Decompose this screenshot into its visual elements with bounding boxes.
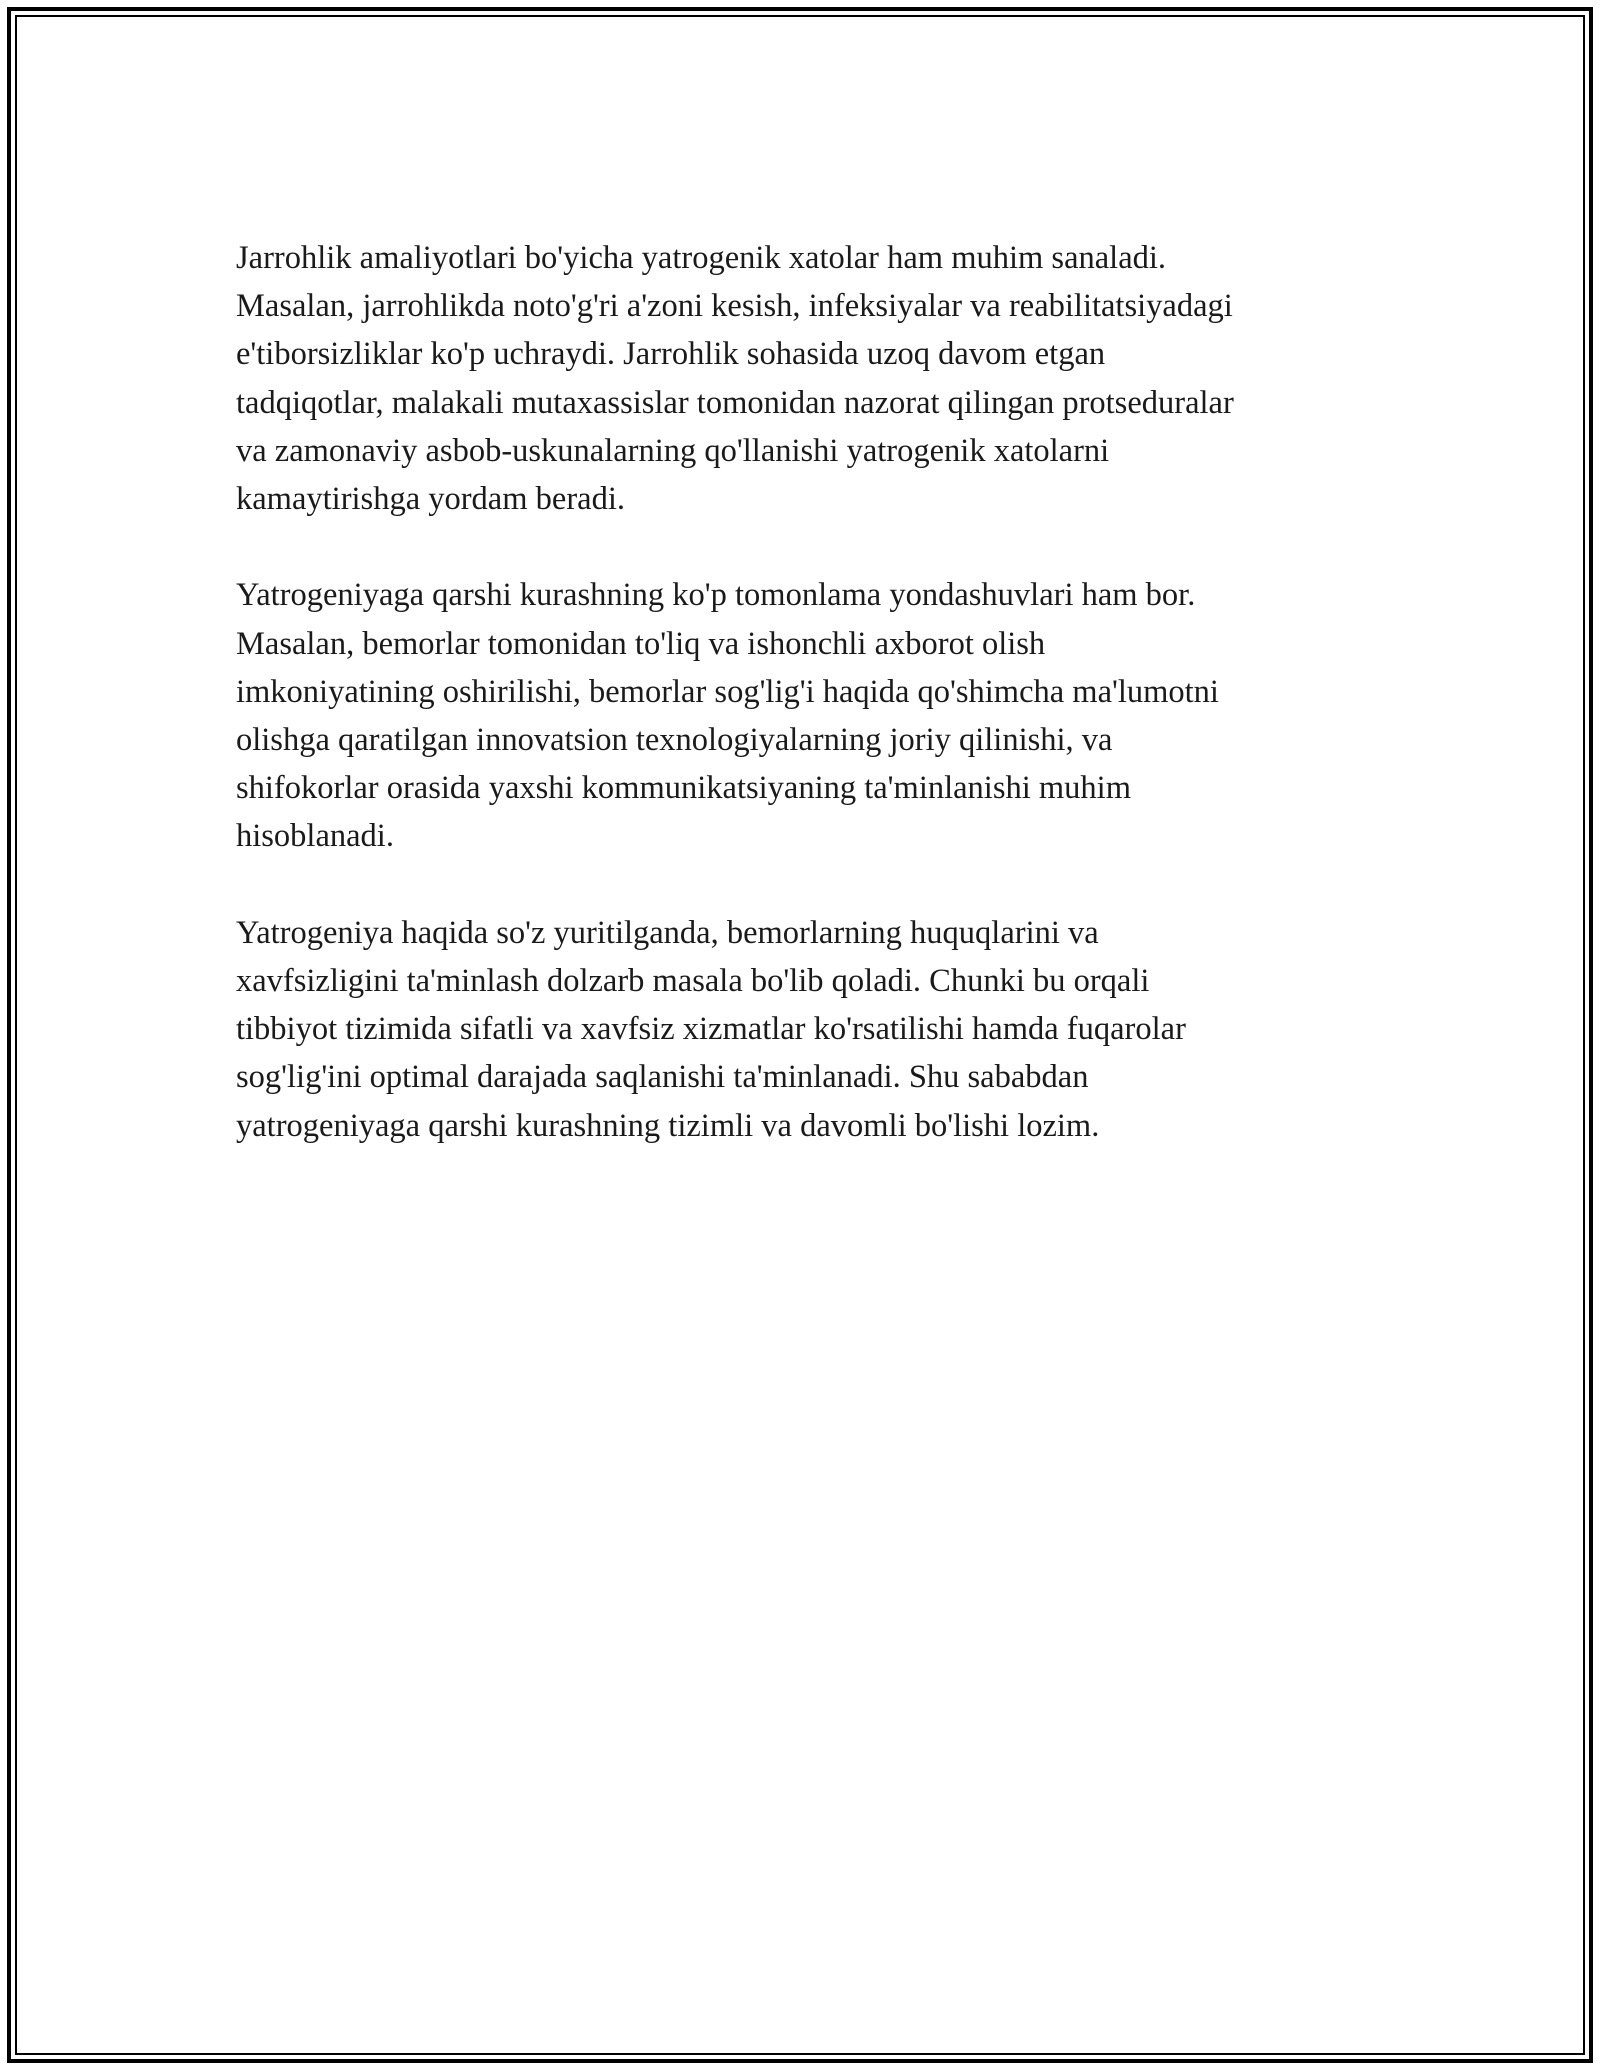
paragraph-surgical-errors: Jarrohlik amaliyotlari bo'yicha yatrogenik xatolar ham muhim sanaladi. Masalan, jarrohlikda noto'g'ri a'zoni kesish, infeksiyalar va reabilitatsiyadagi e'tiborsizliklar ko'p uchraydi. Jarrohlik sohasida uzoq davom etgan tadqiqotlar, malakali mutaxassislar tomonidan nazorat qilingan protseduralar va zamonaviy asbob-uskunalarning qo'llanishi yatrogenik xatolarni kamaytirishga yordam beradi. [236,240,1234,518]
paragraph-approaches: Yatrogeniyaga qarshi kurashning ko'p tomonlama yondashuvlari ham bor. Masalan, bemorlar tomonidan to'liq va ishonchli axborot olish imkoniyatining oshirilishi, bemorlar sog'lig'i haqida qo'shimcha ma'lumotni olishga qaratilgan innovatsion texnologiyalarning joriy qilinishi, va shifokorlar orasida yaxshi kommunikatsiyaning ta'minlanishi muhim hisoblanadi. [236,577,1219,855]
document-body [236,234,1386,1198]
paragraph-patient-rights: Yatrogeniya haqida so'z yuritilganda, bemorlarning huquqlarini va xavfsizligini ta'minlash dolzarb masala bo'lib qoladi. Chunki bu orqali tibbiyot tizimida sifatli va xavfsiz xizmatlar ko'rsatilishi hamda fuqarolar sog'lig'ini optimal darajada saqlanishi ta'minlanadi. Shu sababdan yatrogeniyaga qarshi kurashning tizimli va davomli bo'lishi lozim. [236,914,1186,1144]
